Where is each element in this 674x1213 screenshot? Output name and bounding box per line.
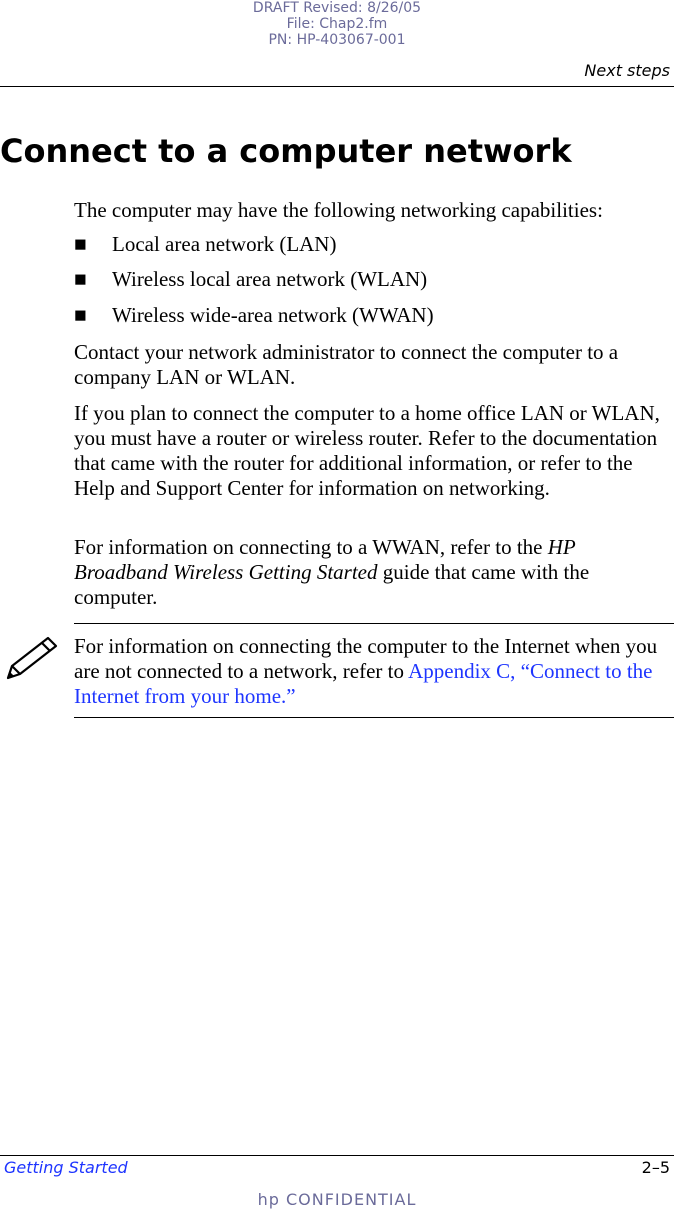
confidential-stamp: hp CONFIDENTIAL <box>257 1190 417 1209</box>
note-body: For information on connecting the computer to the Internet when you are not connected to a network, refer to <box>74 634 658 683</box>
bullet-icon: ■ <box>74 303 87 327</box>
list-item <box>74 303 434 328</box>
footer-book-title: Getting Started <box>4 1158 128 1177</box>
draft-part-number: PN: HP-403067-001 <box>268 32 406 48</box>
page-number: 2–5 <box>641 1158 670 1177</box>
draft-revised: DRAFT Revised: 8/26/05 <box>252 0 422 16</box>
page-title: Connect to a computer network <box>0 132 572 170</box>
list-item <box>74 267 427 292</box>
footer-rule <box>0 1155 674 1156</box>
paragraph-admin: Contact your network administrator to connect the computer to a company LAN or WLAN. <box>74 340 619 389</box>
bullet-text: Wireless wide-area network (WWAN) <box>112 303 434 327</box>
bullet-icon: ■ <box>74 267 87 291</box>
list-item <box>74 232 336 257</box>
bullet-text: Wireless local area network (WLAN) <box>112 267 428 291</box>
note-rule-bottom <box>74 717 674 718</box>
running-head: Next steps <box>584 61 670 80</box>
bullet-text: Local area network (LAN) <box>112 232 337 256</box>
paragraph-home-office: If you plan to connect the computer to a home office LAN or WLAN, you must have a router or wireless router. Refer to the documentation that came with the router for additional information, or refer to the Help and Support Center for information on networking. <box>74 401 660 500</box>
bullet-icon: ■ <box>74 232 87 256</box>
paragraph-wwan-end: guide that came with the computer. <box>74 560 590 609</box>
pencil-note-icon <box>2 632 64 684</box>
appendix-c-link[interactable]: Appendix C, “Connect to the Internet from your home.” <box>74 659 653 708</box>
guide-title: HP Broadband Wireless Getting Started <box>74 535 576 584</box>
note-text <box>74 634 674 709</box>
paragraph-wwan-start: For information on connecting to a WWAN, refer to the <box>74 535 548 559</box>
note-rule-top <box>74 623 674 624</box>
paragraph-wwan <box>74 535 674 610</box>
draft-file: File: Chap2.fm <box>286 16 388 32</box>
draft-stamp <box>0 0 674 48</box>
intro-paragraph: The computer may have the following networking capabilities: <box>74 198 603 222</box>
header-rule <box>0 86 674 87</box>
